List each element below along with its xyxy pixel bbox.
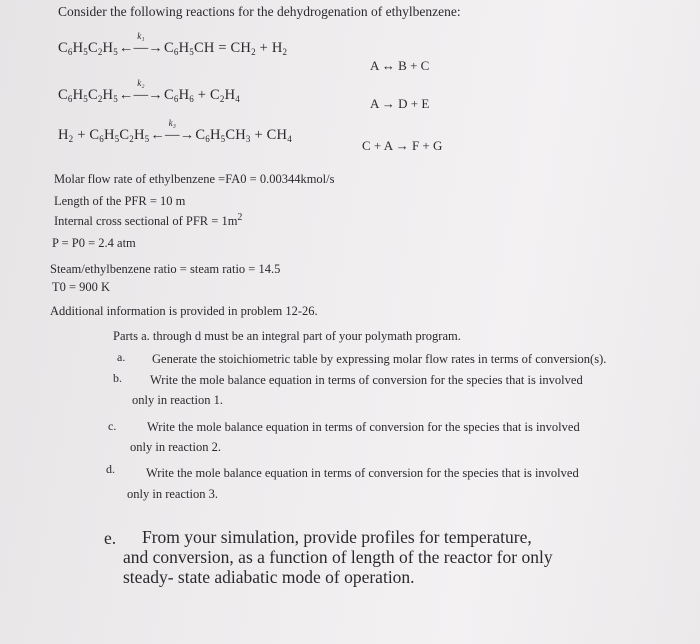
part-b-text-line2: only in reaction 1. xyxy=(132,393,223,407)
part-a-letter: a. xyxy=(117,350,126,364)
reaction-2-symbolic: A → D + E xyxy=(370,96,430,111)
param-temperature: T0 = 900 K xyxy=(52,280,111,294)
part-c-text-line2: only in reaction 2. xyxy=(130,440,221,454)
cross-section-exponent: 2 xyxy=(237,211,243,223)
part-e-letter: e. xyxy=(104,528,117,548)
param-molar-flow: Molar flow rate of ethylbenzene =FA0 = 0.00344kmol/s xyxy=(54,172,335,186)
parts-intro: Parts a. through d must be an integral part of your polymath program. xyxy=(113,329,461,343)
reversible-arrow-icon: k₁ ←—→ xyxy=(118,31,164,56)
part-b-letter: b. xyxy=(113,371,122,385)
reaction-3-symbolic: C + A → F + G xyxy=(362,138,443,153)
reaction-1-equation: $C_6H_5C_2H_5$ k₁ $\leftarrow—\to C_6H_5CH = CH_2 + H_2$ xyxy=(58,31,288,57)
reaction-3-equation: $H_2 + C_6H_5C_2H_5$ k₃ $\leftarrow—\to C_6H_5CH_3 + CH_4$ xyxy=(58,118,292,144)
param-additional-info: Additional information is provided in problem 12-26. xyxy=(50,304,318,318)
cross-section-text: Internal cross sectional of PFR = 1m xyxy=(54,214,238,228)
param-cross-section xyxy=(54,211,243,229)
part-d-letter: d. xyxy=(106,462,115,476)
part-d-text-line2: only in reaction 3. xyxy=(127,487,218,501)
rate-constant-k3: k₃ xyxy=(168,118,177,128)
problem-intro: Consider the following reactions for the dehydrogenation of ethylbenzene: xyxy=(58,4,461,19)
part-e-text-line1: From your simulation, provide profiles for temperature, xyxy=(142,527,532,547)
param-pressure: P = P0 = 2.4 atm xyxy=(52,236,136,250)
reaction-2-equation: $C_6H_5C_2H_5$ k₂ $\leftarrow—\to C_6H_6 + C_2H_4$ xyxy=(58,78,240,104)
part-e-text-line2: and conversion, as a function of length of the reactor for only xyxy=(123,547,553,567)
part-c-text-line1: Write the mole balance equation in terms of conversion for the species that is involved xyxy=(147,420,580,434)
param-steam-ratio: Steam/ethylbenzene ratio = steam ratio = 14.5 xyxy=(50,262,281,276)
part-a-text: Generate the stoichiometric table by expressing molar flow rates in terms of conversion(s). xyxy=(152,352,607,366)
reaction-1-symbolic: A ↔ B + C xyxy=(370,58,430,73)
part-b-text-line1: Write the mole balance equation in terms of conversion for the species that is involved xyxy=(150,373,583,387)
rate-constant-k2: k₂ xyxy=(137,78,145,88)
reversible-arrow-icon: k₂ ←—→ xyxy=(118,78,164,103)
param-length: Length of the PFR = 10 m xyxy=(54,194,186,208)
part-c-letter: c. xyxy=(108,419,117,433)
rate-constant-k1: k₁ xyxy=(137,31,145,41)
part-d-text-line1: Write the mole balance equation in terms of conversion for the species that is involved xyxy=(146,466,579,480)
reversible-arrow-icon: k₃ ←—→ xyxy=(150,118,195,143)
part-e-text-line3: steady- state adiabatic mode of operation. xyxy=(123,567,415,587)
